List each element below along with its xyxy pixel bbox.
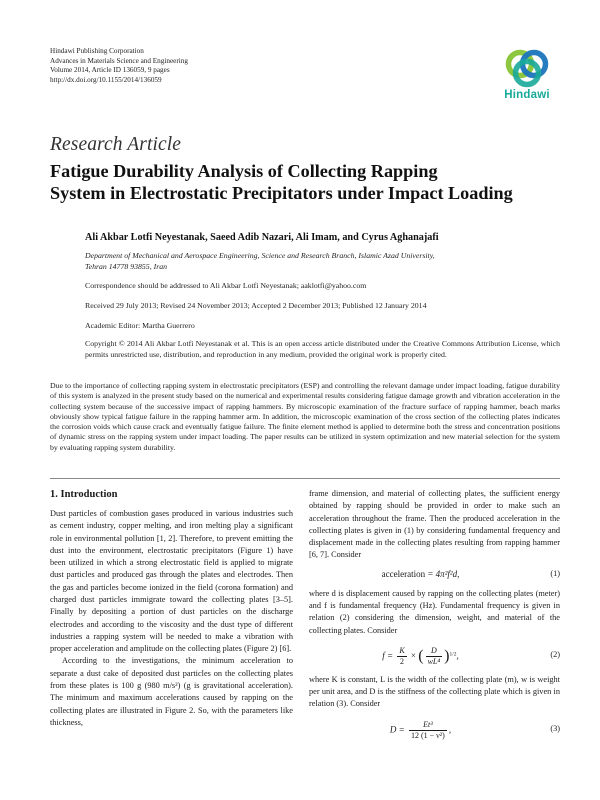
abstract: Due to the importance of collecting rapping system in electrostatic precipitators (ESP) and controlling the relevant damage under impact loading, fatigue durability of this system is analyzed in the present study based on the numerical and experimental results considering fatigue damage growth and vibration acceleration in the collecting system because of the successive impact of rapping hammers. By microscopic examination of the fracture surface of rapping hammer, beach marks obviously show typical fatigue failure in the rapping hammer arm. In addition, the microscopic examination of the cross section of the collecting plates indicates the corrosion voids which cause crack and eventually fatigue failure. The finite element method is applied to determine both the stress and concentration positions of dynamic stress on the rapping system under impact loading. The paper results can be utilized in system optimization and new material selection for the system by evaluating rapping system durability. [50,381,560,452]
publisher: Hindawi Publishing Corporation [50,47,144,55]
eq1-rhs: = 4π²f²d, [427,568,460,579]
affiliation-line-1: Department of Mechanical and Aerospace Engineering, Science and Research Branch, Islamic Azad University, [85,251,435,260]
left-paren: ( [418,647,424,665]
authors: Ali Akbar Lotfi Neyestanak, Saeed Adib Nazari, Ali Imam, and Cyrus Aghanajafi [85,232,439,243]
eq3-number: (3) [550,723,560,733]
hindawi-wordmark: Hindawi [504,89,550,101]
eq2-number: (2) [550,649,560,659]
paragraph: where d is displacement caused by rapping on the collecting plates (meter) and f is fundamental frequency (Hz). Fundamental frequency is given in relation (2) considering the dimension, weight, and material of the collecting plates. Consider [309,588,560,635]
article-type: Research Article [50,134,182,155]
eq2-frac1-num: K [399,645,405,655]
paragraph: Dust particles of combustion gases produced in various industries such as cement industry, copper melting, and iron melting play a significant role in environmental pollution [1, 2]. Therefore, to prevent emitting the dust into the environment, electrostatic precipitators (Figure 1) have been utilized in which a strong electrostatic field is applied to migrate dust particles and produced gas through the plates and electrodes. Then the gas and particles become ionized in the field (corona formation) and charged dust particles immigrate toward the collecting plates [3–5]. Finally by depositing a portion of dust particles on the discharge electrodes and according to the viscosity and the dust type of different industries a rapping system will be needed to make a vibration with proper acceleration and amplitude on the collecting plates (Figure 2) [6]. [50,509,293,654]
eq3-lhs: D = [389,724,405,735]
right-paren: ) [444,647,450,665]
paragraph: where K is constant, L is the width of the collecting plate (m), w is weight per unit area, and D is the stiffness of the collecting plate which is given in relation (3). Consider [309,674,560,709]
eq3-tail: , [448,724,452,735]
right-column [309,488,560,748]
publication-dates: Received 29 July 2013; Revised 24 November 2013; Accepted 2 December 2013; Published 12 January 2014 [85,301,427,310]
eq2-frac2-num: D [426,646,443,657]
affiliation [85,251,485,272]
copyright-notice: Copyright © 2014 Ali Akbar Lotfi Neyestanak et al. This is an open access article distributed under the Creative Commons Attribution License, which permits unrestricted use, distribution, and reproduction in any medium, provided the original work is properly cited. [85,339,560,359]
eq2-fraction-2 [426,646,443,667]
eq1-lhs: acceleration [381,568,426,579]
eq2-lhs: f = [382,650,394,661]
eq1-number: (1) [550,568,560,578]
eq3-num: Et³ [409,720,447,731]
equation-2 [309,637,560,674]
affiliation-line-2: Tehran 14778 93855, Iran [85,261,168,271]
paragraph: frame dimension, and material of collecting plates, the sufficient energy obtained by rapping should be provided in order to make such an acceleration throughout the frame. Then the produced acceleration in the collecting plates is given in (1) by considering fundamental frequency and displacement made in the collecting plates resulting from rapping hammer [6, 7]. Consider [309,489,560,560]
eq3-fraction [409,720,447,741]
eq2-times: × [410,650,416,661]
section-heading: 1. Introduction [50,489,118,500]
paper-title [50,160,560,204]
divider [50,478,560,479]
academic-editor: Academic Editor: Martha Guerrero [85,321,195,330]
equation-1 [309,562,560,588]
doi-link[interactable]: http://dx.doi.org/10.1155/2014/136059 [50,75,162,84]
left-column [50,488,293,729]
volume-line: Volume 2014, Article ID 136059, 9 pages [50,66,170,74]
eq3-den: 12 (1 − ν²) [410,730,445,740]
eq2-exponent: 1/2 [449,651,457,658]
equation-3 [309,711,560,748]
eq2-frac1-den: 2 [399,656,404,666]
correspondence: Correspondence should be addressed to Ali Akbar Lotfi Neyestanak; aaklotfi@yahoo.com [85,281,367,290]
eq2-frac2-den: wL⁴ [427,656,441,666]
header-meta [50,47,350,85]
eq2-fraction-1 [397,646,406,667]
title-line-1: Fatigue Durability Analysis of Collecting Rapping [50,161,438,181]
paragraph: According to the investigations, the minimum acceleration to separate a dust cake of deposited dust particles on the collecting plates from these plates is 100 g (980 m/s²) (g is gravitational acceleration). The minimum and maximum accelerations caused by rapping on the collecting plates are illustrated in Figure 2. So, with the parameters like thickness, [50,656,293,727]
eq2-tail: , [456,650,459,661]
title-line-2: System in Electrostatic Precipitators under Impact Loading [50,183,513,203]
journal-name: Advances in Materials Science and Engineering [50,56,188,65]
